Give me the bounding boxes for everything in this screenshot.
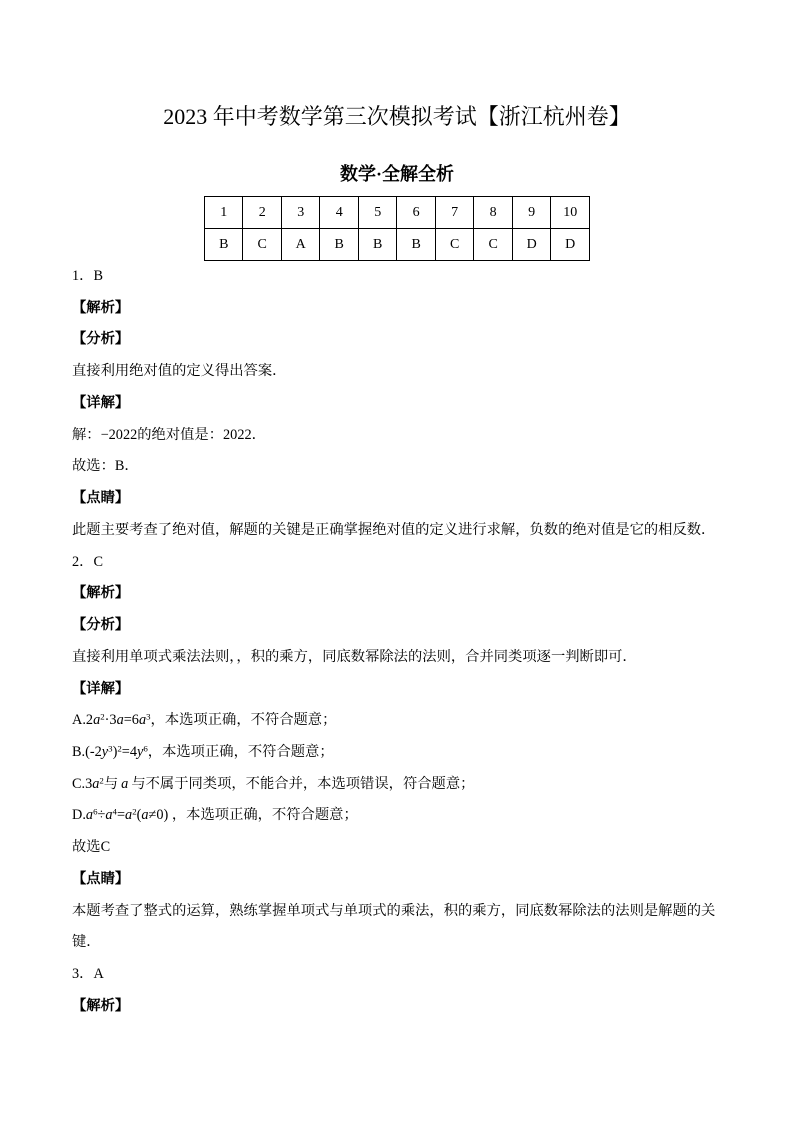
formula-text: D. <box>72 807 86 824</box>
q2-option-c <box>72 769 742 801</box>
formula-text: ( <box>136 807 142 824</box>
formula-text: C.3 <box>72 775 93 792</box>
answer-cell: A <box>281 229 320 261</box>
formula-exponent: 3 <box>146 711 151 722</box>
answer-cell: B <box>205 229 243 261</box>
formula-exponent: 2 <box>117 743 122 754</box>
formula-variable: a <box>93 712 101 729</box>
formula-variable: y <box>137 744 144 761</box>
q2-option-b <box>72 737 742 769</box>
formula-exponent: 3 <box>108 743 113 754</box>
q1-xiangjie-heading: 【详解】 <box>72 394 130 411</box>
formula-text: ，本选项正确，不符合题意； <box>150 712 337 729</box>
q2-jiexi-heading: 【解析】 <box>72 585 130 602</box>
q1-fenxi-heading: 【分析】 <box>72 331 130 348</box>
formula-exponent: 2 <box>132 807 137 818</box>
formula-text: B.(-2 <box>72 744 102 761</box>
formula-text: ) <box>112 744 118 761</box>
question-number-cell: 7 <box>435 197 473 229</box>
answer-table <box>204 196 590 261</box>
question-number-cell: 6 <box>397 197 435 229</box>
formula-exponent: 6 <box>143 743 148 754</box>
q1-comment: 此题主要考查了绝对值，解题的关键是正确掌握绝对值的定义进行求解，负数的绝对值是它的相反数． <box>72 521 716 538</box>
question-number-cell: 2 <box>243 197 281 229</box>
answer-cell: B <box>358 229 396 261</box>
q2-choice: 故选C <box>72 839 111 856</box>
formula-variable: y <box>101 744 109 761</box>
answer-cell: B <box>320 229 358 261</box>
formula-text: ·3 <box>104 712 117 729</box>
formula-text: ≠0) ，本选项正确，不符合题意； <box>148 807 358 824</box>
formula-exponent: 4 <box>112 807 117 818</box>
formula-variable: a <box>92 775 100 792</box>
q1-solution-line: 故选：B． <box>72 458 139 475</box>
q2-option-a <box>72 705 742 737</box>
answer-cell: C <box>243 229 281 261</box>
formula-text: ，本选项正确，不符合题意； <box>147 744 334 761</box>
solutions-body <box>72 261 742 1023</box>
formula-text: = <box>116 807 126 824</box>
page-title: 2023 年中考数学第三次模拟考试【浙江杭州卷】 <box>163 104 631 129</box>
q2-xiangjie-heading: 【详解】 <box>72 680 130 697</box>
formula-variable: a <box>85 807 94 824</box>
q1-label: 1．B <box>72 268 103 284</box>
formula-variable: a <box>138 712 147 729</box>
question-number-cell: 1 <box>205 197 243 229</box>
answer-table-number-row <box>205 197 590 229</box>
formula-text: =4 <box>121 744 137 761</box>
question-number-cell: 4 <box>320 197 358 229</box>
question-number-cell: 5 <box>358 197 396 229</box>
question-number-cell: 9 <box>512 197 551 229</box>
q3-jiexi-heading: 【解析】 <box>72 997 130 1014</box>
q2-fenxi-heading: 【分析】 <box>72 617 130 634</box>
question-number-cell: 3 <box>281 197 320 229</box>
formula-exponent: 2 <box>99 775 104 786</box>
formula-text: 与 <box>103 775 119 792</box>
formula-exponent: 6 <box>93 807 98 818</box>
formula-text: ÷ <box>97 807 106 824</box>
question-number-cell: 10 <box>551 197 590 229</box>
formula-variable: a <box>121 775 129 792</box>
q2-option-d <box>72 800 742 832</box>
formula-variable: a <box>125 807 133 824</box>
q2-label: 2．C <box>72 553 103 570</box>
answer-cell: C <box>435 229 473 261</box>
answer-cell: B <box>397 229 435 261</box>
formula-text: =6 <box>123 712 139 729</box>
answer-cell: D <box>551 229 590 261</box>
question-number-cell: 8 <box>474 197 512 229</box>
answer-cell: D <box>512 229 551 261</box>
formula-exponent: 2 <box>100 711 105 722</box>
formula-text: A.2 <box>72 712 94 729</box>
formula-variable: a <box>105 807 113 824</box>
q1-dianjing-heading: 【点睛】 <box>72 490 130 507</box>
q2-comment-line: 键． <box>72 934 101 951</box>
q2-dianjing-heading: 【点睛】 <box>72 870 130 887</box>
q3-label: 3．A <box>72 966 104 983</box>
q1-analysis: 直接利用绝对值的定义得出答案． <box>72 363 287 380</box>
answer-table-answer-row <box>205 229 590 261</box>
answer-cell: C <box>474 229 512 261</box>
formula-variable: a <box>116 712 124 729</box>
q2-comment-line: 本题考查了整式的运算，熟练掌握单项式与单项式的乘法，积的乘方，同底数幂除法的法则是解题的关 <box>72 902 716 919</box>
formula-variable: a <box>141 807 149 824</box>
q1-solution-line: 解：−2022的绝对值是：2022． <box>72 426 266 443</box>
page-subtitle: 数学·全解全析 <box>339 164 454 184</box>
q1-jiexi-heading: 【解析】 <box>72 299 130 316</box>
q2-analysis: 直接利用单项式乘法法则，，积的乘方，同底数幂除法的法则，合并同类项逐一判断即可． <box>72 648 637 665</box>
formula-text: 与不属于同类项，不能合并，本选项错误，符合题意； <box>131 775 475 792</box>
